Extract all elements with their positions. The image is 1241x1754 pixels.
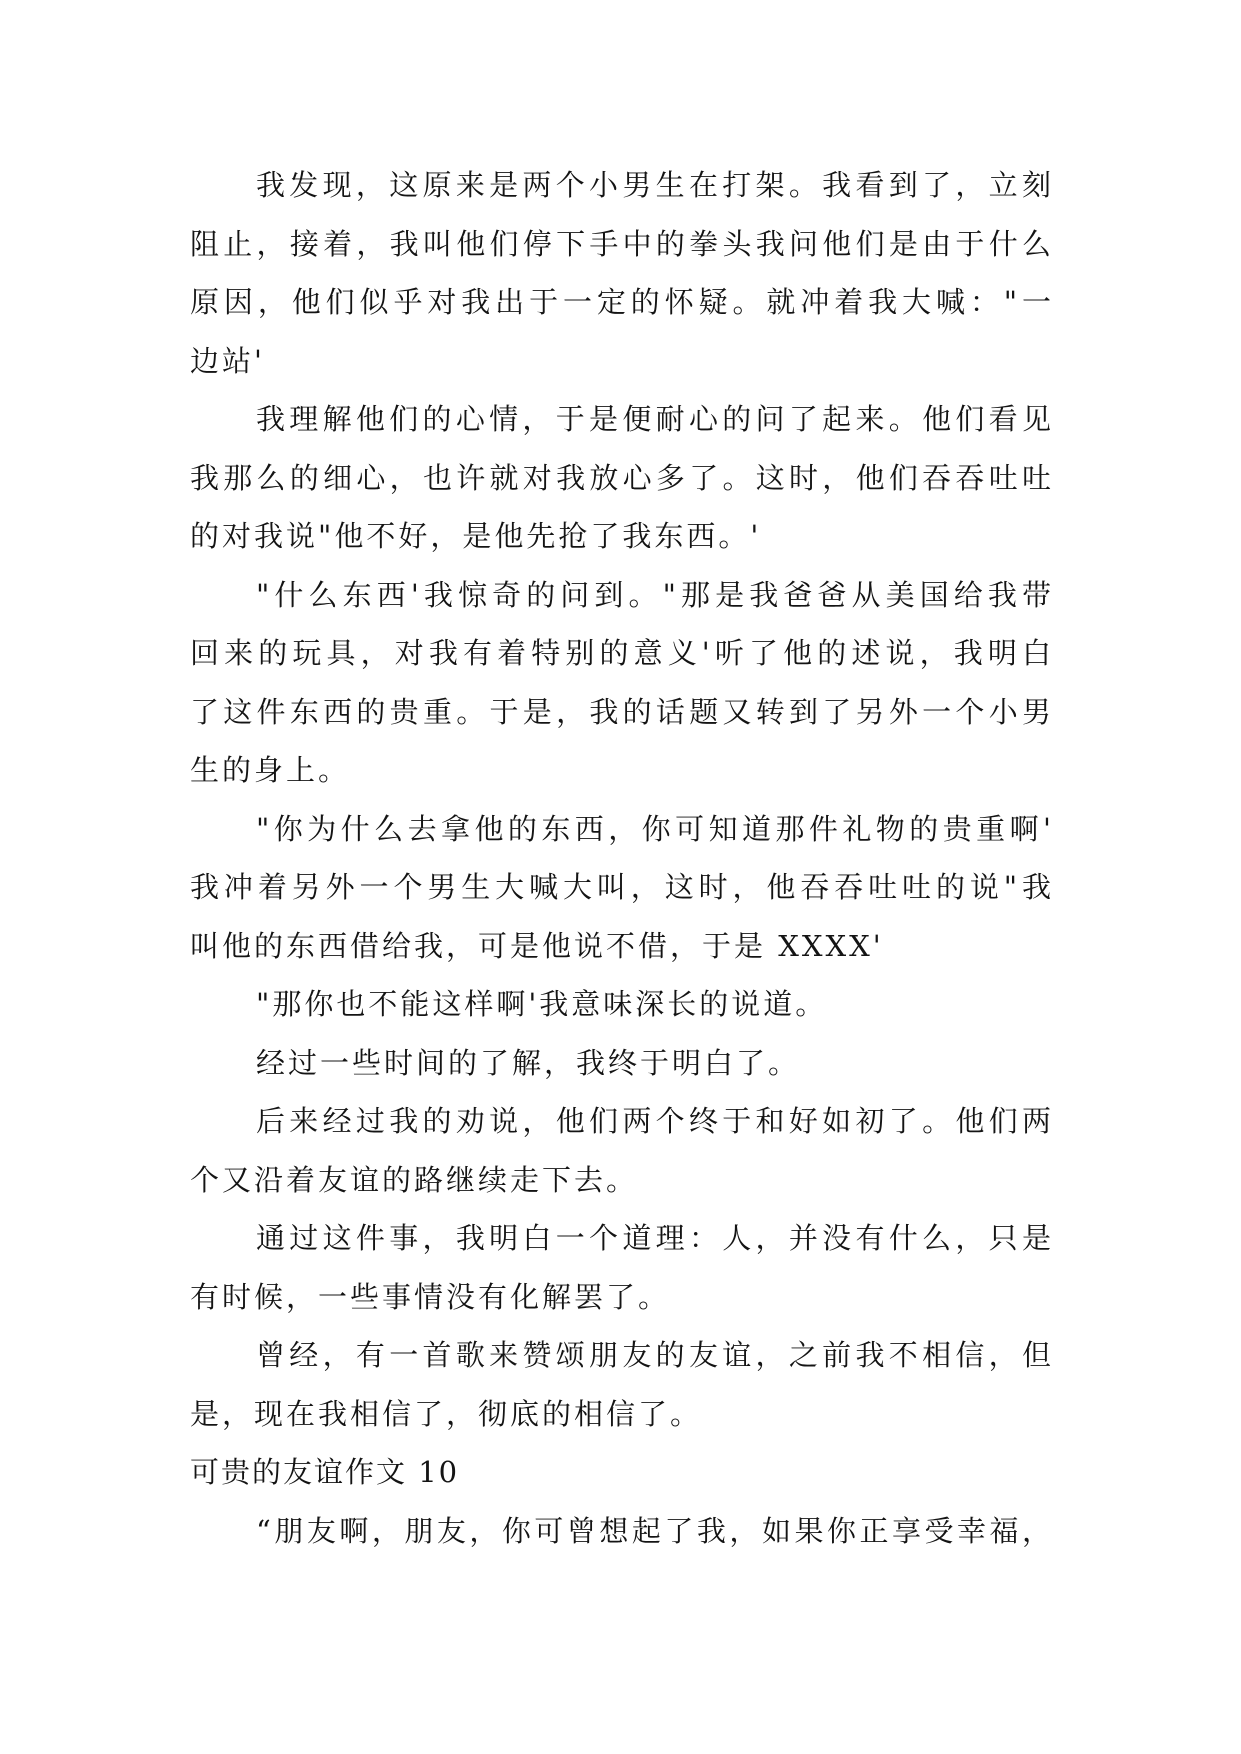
text-line: 我冲着另外一个男生大喊大叫，这时，他吞吞吐吐的说"我 xyxy=(190,870,1054,904)
text-line: 我理解他们的心情，于是便耐心的问了起来。他们看见 xyxy=(256,402,1054,436)
paragraph xyxy=(190,800,1054,976)
text-line: 个又沿着友谊的路继续走下去。 xyxy=(190,1162,639,1197)
text-line: 曾经，有一首歌来赞颂朋友的友谊，之前我不相信，但 xyxy=(256,1338,1054,1372)
text-line: 通过这件事，我明白一个道理：人，并没有什么，只是 xyxy=(256,1221,1054,1255)
text-line: 后来经过我的劝说，他们两个终于和好如初了。他们两 xyxy=(256,1104,1054,1138)
text-line: 边站' xyxy=(190,343,265,378)
text-line: 我那么的细心，也许就对我放心多了。这时，他们吞吞吐吐 xyxy=(190,460,1054,495)
text-line: 我发现，这原来是两个小男生在打架。我看到了，立刻 xyxy=(256,168,1054,202)
text-line: 生的身上。 xyxy=(190,753,351,787)
text-line: “朋友啊，朋友，你可曾想起了我，如果你正享受幸福， xyxy=(256,1513,1054,1548)
text-line: 阻止，接着，我叫他们停下手中的拳头我问他们是由于什么 xyxy=(190,226,1054,261)
paragraph xyxy=(190,1034,1054,1093)
paragraph xyxy=(190,390,1054,566)
text-line: 是，现在我相信了，彻底的相信了。 xyxy=(190,1396,703,1431)
essay-title: 可贵的友谊作文 10 xyxy=(190,1455,460,1489)
text-line: 的对我说"他不好，是他先抢了我东西。' xyxy=(190,519,762,553)
text-line: 回来的玩具，对我有着特别的意义'听了他的述说，我明白 xyxy=(190,636,1054,670)
text-line: "那你也不能这样啊'我意味深长的说道。 xyxy=(256,987,828,1021)
paragraph xyxy=(190,975,1054,1034)
document-body xyxy=(190,156,1054,1560)
text-line: 叫他的东西借给我，可是他说不借，于是 XXXX' xyxy=(190,928,884,963)
paragraph xyxy=(190,156,1054,390)
paragraph xyxy=(190,1326,1054,1443)
text-line: "你为什么去拿他的东西，你可知道那件礼物的贵重啊' xyxy=(256,811,1054,846)
paragraph xyxy=(190,1092,1054,1209)
text-line: "什么东西'我惊奇的问到。"那是我爸爸从美国给我带 xyxy=(256,577,1054,612)
paragraph xyxy=(190,1502,1054,1561)
text-line: 原因，他们似乎对我出于一定的怀疑。就冲着我大喊："一 xyxy=(190,285,1054,319)
text-line: 经过一些时间的了解，我终于明白了。 xyxy=(256,1045,801,1080)
paragraph xyxy=(190,566,1054,800)
text-line: 了这件东西的贵重。于是，我的话题又转到了另外一个小男 xyxy=(190,694,1054,729)
paragraph xyxy=(190,1209,1054,1326)
text-line: 有时候，一些事情没有化解罢了。 xyxy=(190,1279,671,1314)
